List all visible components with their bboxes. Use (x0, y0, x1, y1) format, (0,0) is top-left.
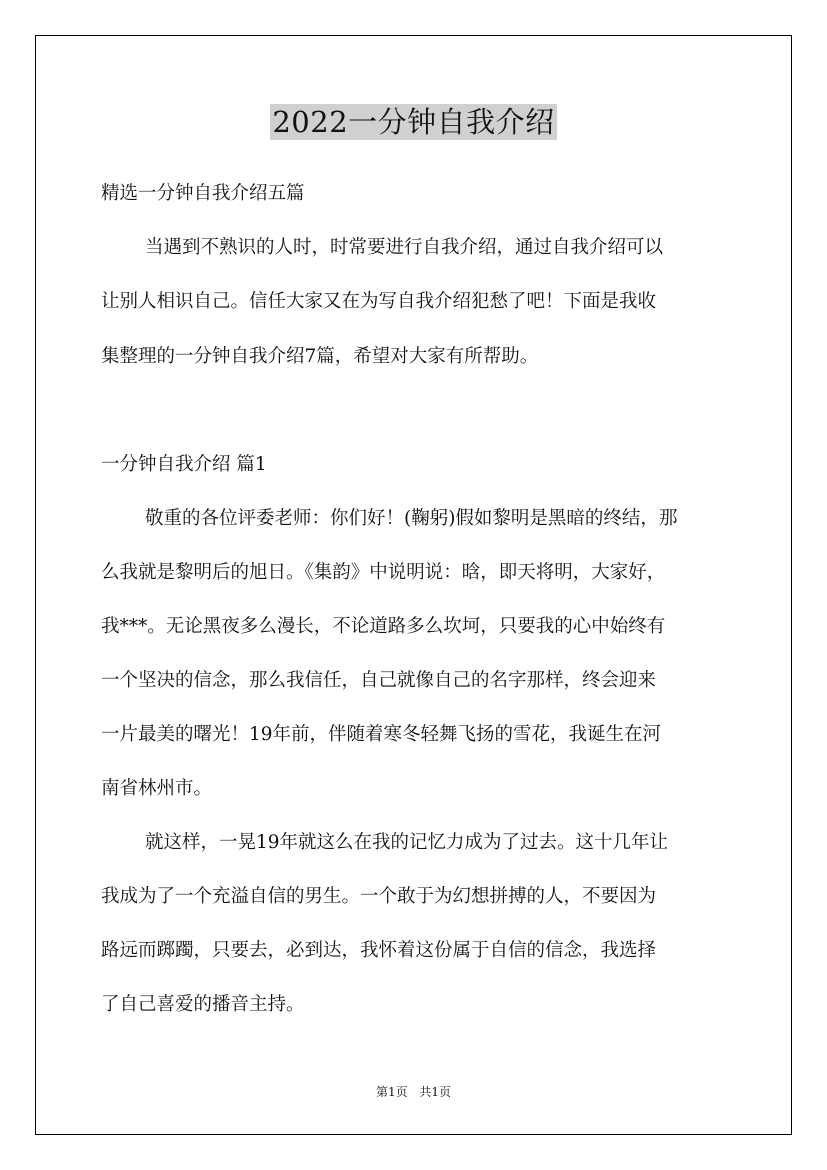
body-line-10: 了自己喜爱的播音主持。 (101, 994, 305, 1015)
intro-line-2: 让别人相识自己。信任大家又在为写自我介绍犯愁了吧！下面是我收 (101, 291, 657, 312)
section-heading: 一分钟自我介绍 篇1 (101, 454, 267, 475)
intro-line-3: 集整理的一分钟自我介绍7篇，希望对大家有所帮助。 (101, 346, 539, 367)
body-line-1: 敬重的各位评委老师：你们好！(鞠躬)假如黎明是黑暗的终结，那 (145, 508, 678, 529)
document-title: 2022一分钟自我介绍 (272, 105, 555, 139)
body-line-4: 一个坚决的信念，那么我信任，自己就像自己的名字那样，终会迎来 (101, 670, 657, 691)
body-line-9: 路远而踯躅，只要去，必到达，我怀着这份属于自信的信念，我选择 (101, 940, 657, 961)
body-line-2: 么我就是黎明后的旭日。《集韵》中说明说：晗，即天将明，大家好， (101, 562, 666, 583)
page-footer (0, 1085, 827, 1099)
body-line-8: 我成为了一个充溢自信的男生。一个敢于为幻想拼搏的人，不要因为 (101, 886, 657, 907)
intro-line-1: 当遇到不熟识的人时，时常要进行自我介绍，通过自我介绍可以 (145, 237, 664, 258)
title-container (0, 104, 827, 140)
body-line-5: 一片最美的曙光！19年前，伴随着寒冬轻舞飞扬的雪花，我诞生在河 (101, 724, 662, 745)
body-line-7: 就这样，一晃19年就这么在我的记忆力成为了过去。这十几年让 (145, 832, 669, 853)
body-line-3: 我***。无论黑夜多么漫长，不论道路多么坎坷，只要我的心中始终有 (101, 616, 666, 637)
subtitle: 精选一分钟自我介绍五篇 (101, 183, 305, 204)
body-line-6: 南省林州市。 (101, 778, 213, 799)
page-number: 第1页 (375, 1085, 408, 1099)
page-total: 共1页 (419, 1085, 452, 1099)
